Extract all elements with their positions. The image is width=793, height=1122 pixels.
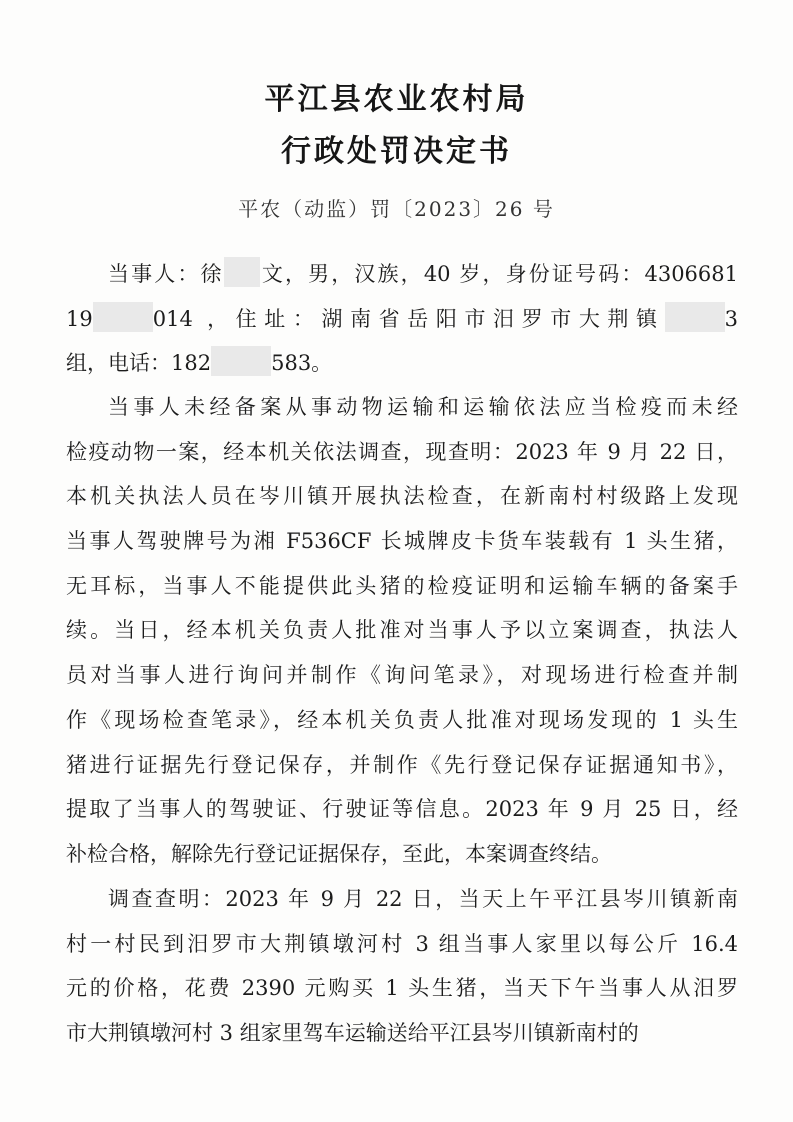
redaction-block bbox=[665, 302, 725, 332]
text-segment: 村一村民到汨罗市大荆镇墩河村 3 组当事人家里以每公斤 16.4 bbox=[66, 931, 738, 956]
text-segment: 3 bbox=[724, 306, 738, 331]
text-segment: 检疫动物一案，经本机关依法调查，现查明：2023 年 9 月 22 日， bbox=[66, 439, 738, 464]
text-segment: 调查查明：2023 年 9 月 22 日，当天上午平江县岑川镇新南 bbox=[108, 887, 738, 911]
agency-title: 平江县农业农村局 bbox=[264, 82, 529, 117]
text-segment: 市大荆镇墩河村 3 组家里驾车运输送给平江县岑川镇新南村的 bbox=[66, 1021, 639, 1046]
text-segment: 19 bbox=[66, 306, 93, 331]
text-segment: 作《现场检查笔录》，经本机关负责人批准对现场发现的 1 头生 bbox=[66, 707, 738, 732]
text-segment: 当事人未经备案从事动物运输和运输依法应当检疫而未经 bbox=[108, 395, 738, 419]
text-line bbox=[66, 922, 738, 967]
text-line bbox=[66, 608, 738, 653]
investigation-findings-paragraph bbox=[66, 877, 738, 1056]
text-segment: 猪进行证据先行登记保存，并制作《先行登记保存证据通知书》， bbox=[66, 752, 738, 777]
party-info-paragraph bbox=[66, 252, 738, 386]
text-line bbox=[66, 787, 738, 832]
text-line bbox=[66, 252, 738, 297]
text-segment: 补检合格，解除先行登记证据保存，至此，本案调查终结。 bbox=[66, 841, 612, 866]
text-line bbox=[66, 1011, 738, 1056]
case-facts-paragraph bbox=[66, 385, 738, 877]
text-segment: 当事人驾驶牌号为湘 F536CF 长城牌皮卡货车装载有 1 头生猪， bbox=[66, 529, 738, 554]
text-segment: 员对当事人进行询问并制作《询问笔录》，对现场进行检查并制 bbox=[66, 663, 738, 688]
text-line bbox=[66, 832, 738, 877]
redaction-block bbox=[224, 257, 260, 287]
text-segment: 583。 bbox=[271, 351, 333, 376]
text-line bbox=[66, 877, 738, 922]
document-number: 平农（动监）罚〔2023〕26 号 bbox=[238, 197, 555, 221]
text-segment: 本机关执法人员在岑川镇开展执法检查，在新南村村级路上发现 bbox=[66, 484, 738, 509]
text-line bbox=[66, 341, 738, 386]
text-segment: 提取了当事人的驾驶证、行驶证等信息。2023 年 9 月 25 日，经 bbox=[66, 797, 738, 822]
text-line bbox=[66, 474, 738, 519]
text-line bbox=[66, 743, 738, 788]
redaction-block bbox=[93, 302, 153, 332]
text-line bbox=[66, 698, 738, 743]
redaction-block bbox=[211, 346, 271, 376]
text-line bbox=[66, 430, 738, 475]
text-line bbox=[66, 519, 738, 564]
text-segment: 无耳标，当事人不能提供此头猪的检疫证明和运输车辆的备案手 bbox=[66, 573, 738, 598]
text-line bbox=[66, 966, 738, 1011]
text-line bbox=[66, 385, 738, 430]
text-segment: 014 ，住址：湖南省岳阳市汨罗市大荆镇 bbox=[152, 306, 665, 331]
text-segment: 文，男，汉族，40 岁，身份证号码：4306681 bbox=[259, 262, 739, 286]
text-segment: 续。当日，经本机关负责人批准对当事人予以立案调查，执法人 bbox=[66, 618, 738, 643]
text-line bbox=[66, 297, 738, 342]
text-line bbox=[66, 564, 738, 609]
text-segment: 元的价格，花费 2390 元购买 1 头生猪，当天下午当事人从汨罗 bbox=[66, 976, 738, 1001]
document-type-title: 行政处罚决定书 bbox=[281, 134, 512, 169]
text-segment: 当事人：徐 bbox=[108, 262, 224, 286]
text-line bbox=[66, 653, 738, 698]
text-segment: 组，电话：182 bbox=[66, 351, 212, 376]
